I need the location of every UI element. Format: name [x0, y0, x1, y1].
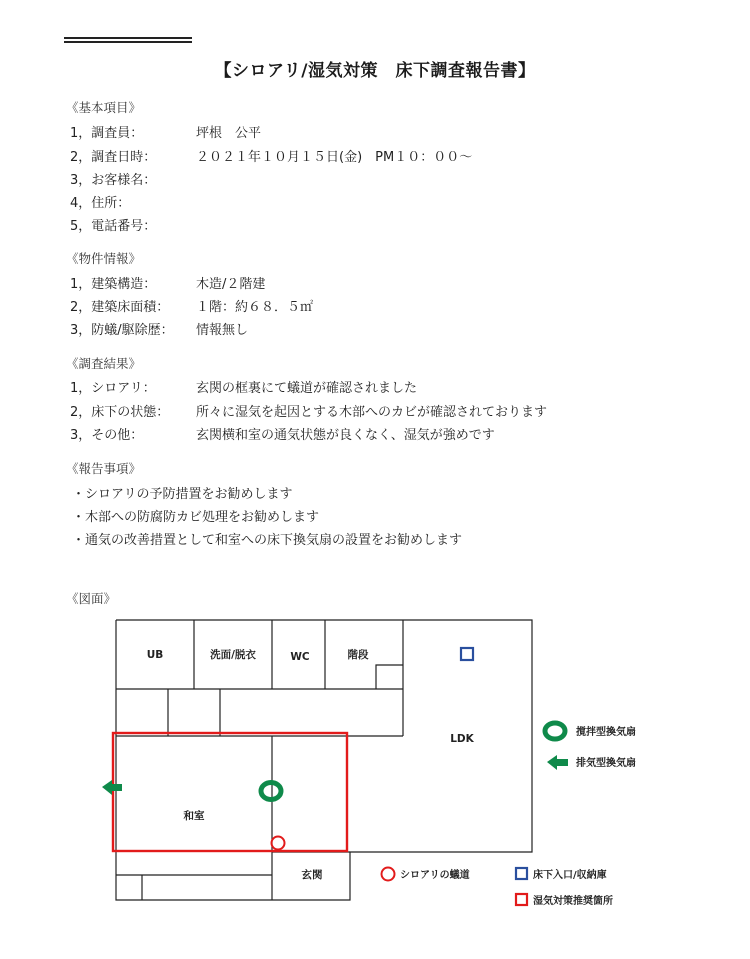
section-heading-results: 《調査結果》 [66, 356, 142, 371]
row-label: 2，調査日時： [70, 150, 157, 165]
row-label: 1，建築構造： [70, 277, 157, 292]
row-label: 3，その他： [70, 428, 144, 443]
wall [376, 665, 403, 689]
outer-wall [116, 620, 532, 900]
row-label: 3，お客様名： [70, 173, 157, 188]
legend-underfloor-entry-icon [516, 868, 527, 879]
row-label: 4，住所： [70, 196, 131, 211]
underfloor-entry-icon [461, 648, 473, 660]
floor-plan-walls [116, 620, 532, 900]
row-label: 3，防蟻/駆除歴： [70, 323, 174, 338]
row-value: 坪根 公平 [196, 126, 262, 141]
row-value: 情報無し [196, 323, 249, 338]
section-heading-diagram: 《図面》 [66, 591, 117, 606]
legend-exhaust-fan-label: 排気型換気扇 [576, 758, 636, 769]
room-label-wc: WC [290, 651, 310, 663]
row-label: 1，調査員： [70, 126, 144, 141]
row-value: １階：約６８．５㎡ [196, 300, 314, 315]
section-heading-report: 《報告事項》 [66, 461, 142, 476]
legend-exhaust-fan-icon [547, 755, 568, 770]
row-label: 5，電話番号： [70, 219, 157, 234]
recommended-area-box [113, 733, 347, 851]
legend-stir-fan-label: 撹拌型換気扇 [576, 727, 636, 738]
row-value: 木造/２階建 [196, 277, 266, 292]
termite-trail-icon [272, 837, 285, 850]
legend-underfloor-entry-label: 床下入口/収納庫 [533, 870, 607, 881]
room-label-washitsu: 和室 [183, 810, 205, 822]
row-value: 玄関の框裏にて蟻道が確認されました [196, 381, 418, 396]
stir-fan-icon [261, 783, 281, 800]
legend-termite-trail-label: シロアリの蟻道 [400, 870, 470, 881]
section-heading-property: 《物件情報》 [66, 251, 142, 266]
legend-stir-fan-icon [545, 723, 565, 739]
row-value: ２０２１年１０月１５日(金) PM１０：００～ [196, 150, 473, 165]
report-item: ・木部への防腐防カビ処理をお勧めします [72, 510, 320, 525]
row-label: 2，建築床面積： [70, 300, 170, 315]
room-label-genkan: 玄関 [301, 869, 323, 881]
room-label-senmen: 洗面/脱衣 [210, 649, 256, 661]
exhaust-fan-icon [102, 780, 122, 795]
report-item: ・シロアリの予防措置をお勧めします [72, 487, 293, 502]
legend-recommended-area-label: 湿気対策推奨箇所 [533, 896, 613, 907]
legend-termite-trail-icon [382, 868, 395, 881]
row-label: 1，シロアリ： [70, 381, 156, 396]
row-value: 玄関横和室の通気状態が良くなく、湿気が強めです [196, 428, 495, 443]
legend-recommended-area-icon [516, 894, 527, 905]
report-title: 【シロアリ/湿気対策 床下調査報告書】 [214, 61, 536, 81]
row-value: 所々に湿気を起因とする木部へのカビが確認されております [196, 405, 548, 420]
room-label-kaidan: 階段 [347, 649, 369, 661]
section-heading-basic: 《基本項目》 [66, 100, 142, 115]
room-label-ub: UB [146, 649, 164, 661]
room-label-ldk: LDK [450, 733, 474, 745]
report-item: ・通気の改善措置として和室への床下換気扇の設置をお勧めします [72, 533, 463, 548]
row-label: 2，床下の状態： [70, 405, 170, 420]
